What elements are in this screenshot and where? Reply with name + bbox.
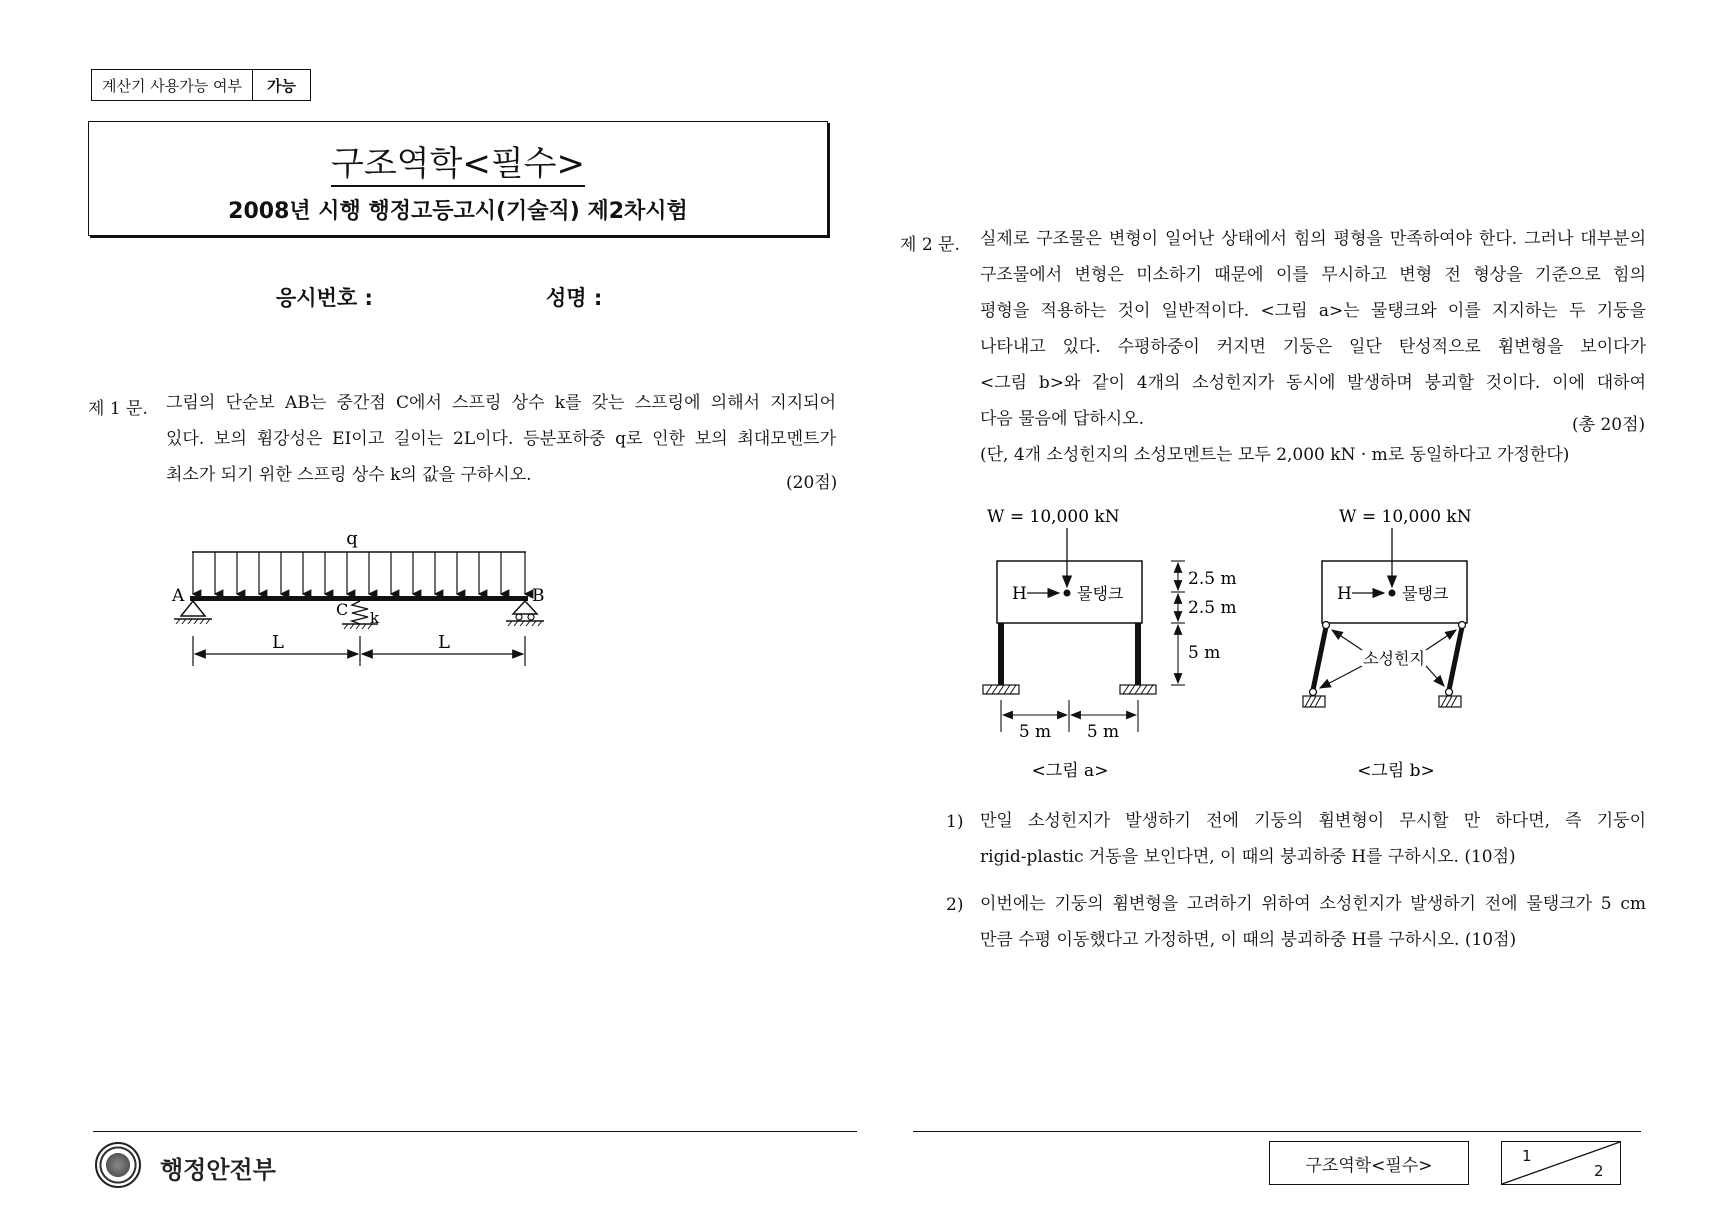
q2-sub2-line: 이번에는 기둥의 휨변형을 고려하기 위하여 소성힌지가 발생하기 전에 물탱크가 5 cm: [980, 894, 1646, 914]
q2-line: 구조물에서 변형은 미소하기 때문에 이를 무시하고 변형 전 형상을 기준으로 힘의: [980, 265, 1646, 285]
q2-note: (단, 4개 소성힌지의 소성모멘트는 모두 2,000 kN · m로 동일하다고 가정한다): [980, 445, 1570, 465]
title-box: [88, 121, 828, 236]
q2-sub2: [980, 886, 1646, 958]
footer-divider-left: [93, 1131, 857, 1132]
footer-divider-right: [913, 1131, 1641, 1132]
calculator-usage-box: [91, 69, 311, 101]
exam-number-label: 응시번호 :: [276, 286, 373, 310]
label-k: k: [370, 609, 380, 627]
ministry-name: 행정안전부: [160, 1156, 276, 1184]
ministry-seal-icon: [95, 1142, 141, 1188]
q1-line: 있다. 보의 휨강성은 EI이고 길이는 2L이다. 등분포하중 q로 인한 보의 최대모멘트가: [166, 429, 836, 449]
calc-label: 계산기 사용가능 여부: [102, 76, 242, 95]
beam-figure: [160, 520, 560, 670]
q2-line: <그림 b>와 같이 4개의 소성힌지가 동시에 발생하며 붕괴할 것이다. 이에 대하여: [980, 373, 1646, 393]
fig-b-h: H: [1337, 584, 1352, 604]
fig-a-dim-5: 5 m: [1086, 722, 1120, 742]
q2-sub1: [980, 803, 1646, 875]
fig-b-hinge-label: 소성힌지: [1363, 649, 1425, 668]
q2-text: [980, 221, 1646, 473]
fig-b-caption: <그림 b>: [1357, 761, 1435, 781]
fig-a-dim-4: 5 m: [1018, 722, 1052, 742]
q1-number: 제 1 문.: [88, 399, 148, 419]
fig-a-dim-1: 2.5 m: [1188, 569, 1237, 589]
page-title: 구조역학<필수>: [331, 144, 585, 187]
q2-sub2-number: 2): [946, 895, 964, 915]
q1-line: 최소가 되기 위한 스프링 상수 k의 값을 구하시오.: [166, 465, 532, 485]
label-c: C: [336, 600, 349, 619]
fig-a-dim-3: 5 m: [1188, 643, 1221, 663]
q2-sub2-line: 만큼 수평 이동했다고 가정하면, 이 때의 붕괴하중 H를 구하시오. (10점): [980, 930, 1517, 950]
q2-sub1-line: 만일 소성힌지가 발생하기 전에 기둥의 휨변형이 무시할 만 하다면, 즉 기둥이: [980, 811, 1646, 831]
q2-line: 나타내고 있다. 수평하중이 커지면 기둥은 일단 탄성적으로 휨변형을 보이다가: [980, 337, 1646, 357]
figure-b: [1300, 500, 1490, 790]
page-total: 2: [1594, 1162, 1604, 1180]
q2-line: 다음 물음에 답하시오.: [980, 409, 1145, 429]
load-label-q: q: [346, 528, 358, 549]
q2-line: 평형을 적용하는 것이 일반적이다. <그림 a>는 물탱크와 이를 지지하는 두 기둥을: [980, 301, 1646, 321]
label-a: A: [172, 586, 185, 606]
span-label-2: L: [438, 632, 450, 653]
name-label: 성명 :: [546, 286, 603, 310]
fig-b-tank: 물탱크: [1402, 584, 1449, 603]
page-current: 1: [1522, 1147, 1532, 1165]
fig-a-h: H: [1012, 584, 1027, 604]
calc-value: 가능: [252, 70, 310, 100]
page-indicator: [1501, 1141, 1621, 1185]
page-subtitle: 2008년 시행 행정고등고시(기술직) 제2차시험: [228, 199, 688, 224]
fig-a-dim-2: 2.5 m: [1188, 598, 1237, 618]
figure-a: [975, 500, 1237, 790]
label-b: B: [532, 586, 545, 606]
q2-line: 실제로 구조물은 변형이 일어난 상태에서 힘의 평형을 만족하여야 한다. 그러나 대부분의: [980, 229, 1646, 249]
q2-sub1-number: 1): [946, 812, 964, 832]
span-label-1: L: [272, 632, 284, 653]
fig-a-tank: 물탱크: [1077, 584, 1124, 603]
q2-sub1-line: rigid-plastic 거동을 보인다면, 이 때의 붕괴하중 H를 구하시오. (10점): [980, 847, 1516, 867]
q2-score: (총 20점): [1572, 415, 1646, 435]
fig-b-weight: W = 10,000 kN: [1339, 507, 1472, 527]
fig-a-caption: <그림 a>: [1031, 761, 1109, 781]
fig-a-weight: W = 10,000 kN: [987, 507, 1120, 527]
q1-score: (20점): [786, 473, 838, 493]
footer-subject: 구조역학<필수>: [1269, 1141, 1469, 1185]
q1-line: 그림의 단순보 AB는 중간점 C에서 스프링 상수 k를 갖는 스프링에 의해서 지지되어: [166, 393, 836, 413]
q1-text: [166, 385, 836, 493]
q2-number: 제 2 문.: [900, 235, 960, 255]
